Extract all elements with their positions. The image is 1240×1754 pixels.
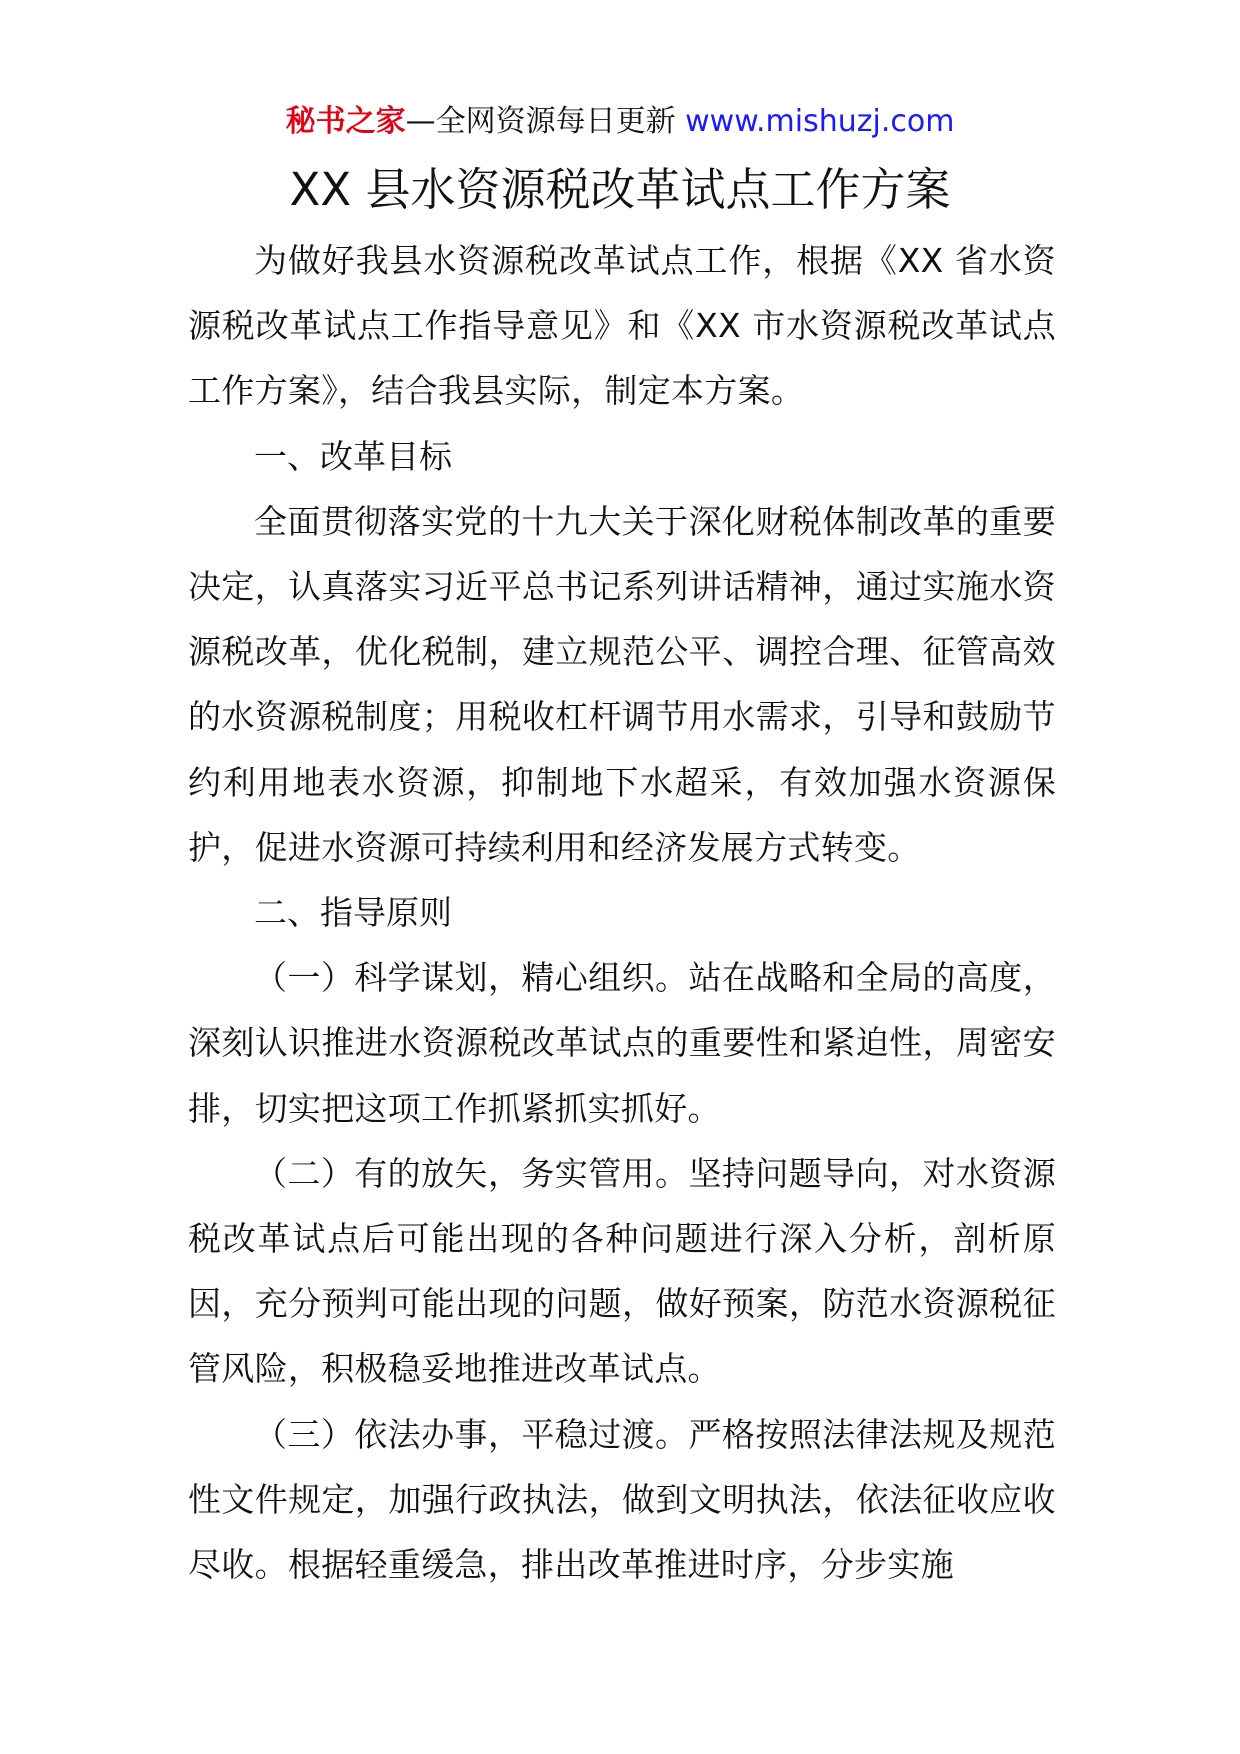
principle-paragraph-1: （一）科学谋划，精心组织。站在战略和全局的高度，深刻认识推进水资源税改革试点的重要性和紧迫性，周密安排，切实把这项工作抓紧抓实抓好。 [188, 958, 1056, 1128]
document-body [188, 228, 1056, 1597]
goals-paragraph: 全面贯彻落实党的十九大关于深化财税体制改革的重要决定，认真落实习近平总书记系列讲话精神，通过实施水资源税改革，优化税制，建立规范公平、调控合理、征管高效的水资源税制度；用税收杠杆调节用水需求，引导和鼓励节约利用地表水资源，抑制地下水超采，有效加强水资源保护，促进水资源可持续利用和经济发展方式转变。 [188, 501, 1056, 867]
intro-paragraph: 为做好我县水资源税改革试点工作，根据《XX 省水资源税改革试点工作指导意见》和《XX 市水资源税改革试点工作方案》，结合我县实际，制定本方案。 [188, 241, 1056, 411]
section-heading-principles: 二、指导原则 [254, 893, 452, 933]
brand-name: 秘书之家 [285, 104, 406, 139]
section-heading-goals: 一、改革目标 [254, 436, 452, 476]
principle-paragraph-2: （二）有的放矢，务实管用。坚持问题导向，对水资源税改革试点后可能出现的各种问题进行深入分析，剖析原因，充分预判可能出现的问题，做好预案，防范水资源税征管风险，积极稳妥地推进改革试点。 [188, 1153, 1056, 1389]
header-slogan: —全网资源每日更新 [405, 104, 686, 139]
site-url-link[interactable]: www.mishuzj.com [685, 104, 955, 139]
site-header [0, 102, 1240, 142]
document-title: XX 县水资源税改革试点工作方案 [289, 163, 951, 216]
principle-paragraph-3: （三）依法办事，平稳过渡。严格按照法律法规及规范性文件规定，加强行政执法，做到文明执法，依法征收应收尽收。根据轻重缓急，排出改革推进时序，分步实施 [188, 1414, 1056, 1585]
